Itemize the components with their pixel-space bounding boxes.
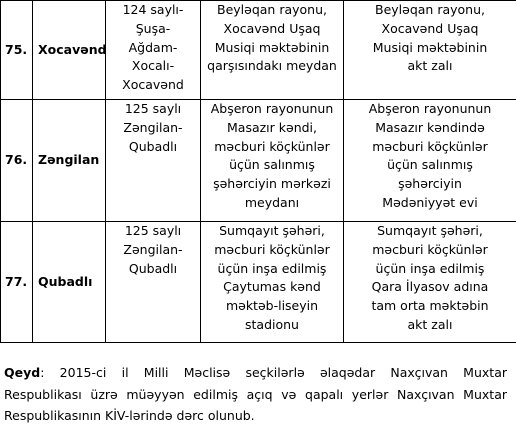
row-number: 77.	[1, 222, 33, 343]
region-name: Qubadlı	[33, 222, 106, 343]
region-name: Zəngilan	[33, 100, 106, 222]
footnote-label: Qeyd	[4, 365, 41, 380]
table-row	[1, 1, 516, 100]
footnote-line	[4, 362, 507, 384]
district-text: 124 saylı- Şuşa- Ağdam- Xocalı- Xocavənd	[122, 2, 184, 93]
footnote-text: : 2015-ci il Milli Məclisə seçkilərlə əlaqədar Naxçıvan Muxtar	[40, 365, 507, 380]
table-row	[1, 100, 516, 222]
table-row	[1, 222, 516, 343]
district-text: 125 saylı Zəngilan- Qubadlı	[123, 101, 183, 154]
region-name: Xocavənd	[33, 1, 106, 100]
row-number: 76.	[1, 100, 33, 222]
district-cell	[106, 100, 201, 222]
district-cell	[106, 1, 201, 100]
location-text: Beyləqan rayonu, Xocavənd Uşaq Musiqi məktəbinin qarşısındakı meydan	[207, 2, 337, 74]
reserve-location-cell	[344, 100, 516, 222]
footnote	[4, 362, 507, 427]
reserve-location-cell	[344, 222, 516, 343]
location-text: Sumqayıt şəhəri, məcburi köçkünlər üçün inşa edilmiş Çaytumas kənd məktəb-liseyin stadionu	[214, 223, 330, 332]
location-cell	[201, 100, 344, 222]
location-text: Abşeron rayonunun Masazır kəndi, məcburi köçkünlər üçün salınmış şəhərciyin mərkəzi meydanı	[210, 101, 334, 210]
district-cell	[106, 222, 201, 343]
reserve-location-text: Abşeron rayonunun Masazır kəndində məcburi köçkünlər üçün salınmış şəhərciyin Mədəniyyət evi	[368, 101, 492, 210]
reserve-location-text: Beyləqan rayonu, Xocavənd Uşaq Musiqi məktəbinin akt zalı	[372, 2, 488, 74]
footnote-line: Respublikası üzrə müəyyən edilmiş açıq və qapalı yerlər Naxçıvan Muxtar	[4, 386, 507, 402]
location-cell	[201, 222, 344, 343]
footnote-line: Respublikasının KİV-lərində dərc olunub.	[4, 408, 255, 423]
row-number: 75.	[1, 1, 33, 100]
location-cell	[201, 1, 344, 100]
reserve-location-cell	[344, 1, 516, 100]
district-text: 125 saylı Zəngilan- Qubadlı	[123, 223, 183, 276]
reserve-location-text: Sumqayıt şəhəri, məcburi köçkünlər üçün inşa edilmiş Qara İlyasov adına tam orta məktəbin akt zalı	[371, 223, 489, 332]
